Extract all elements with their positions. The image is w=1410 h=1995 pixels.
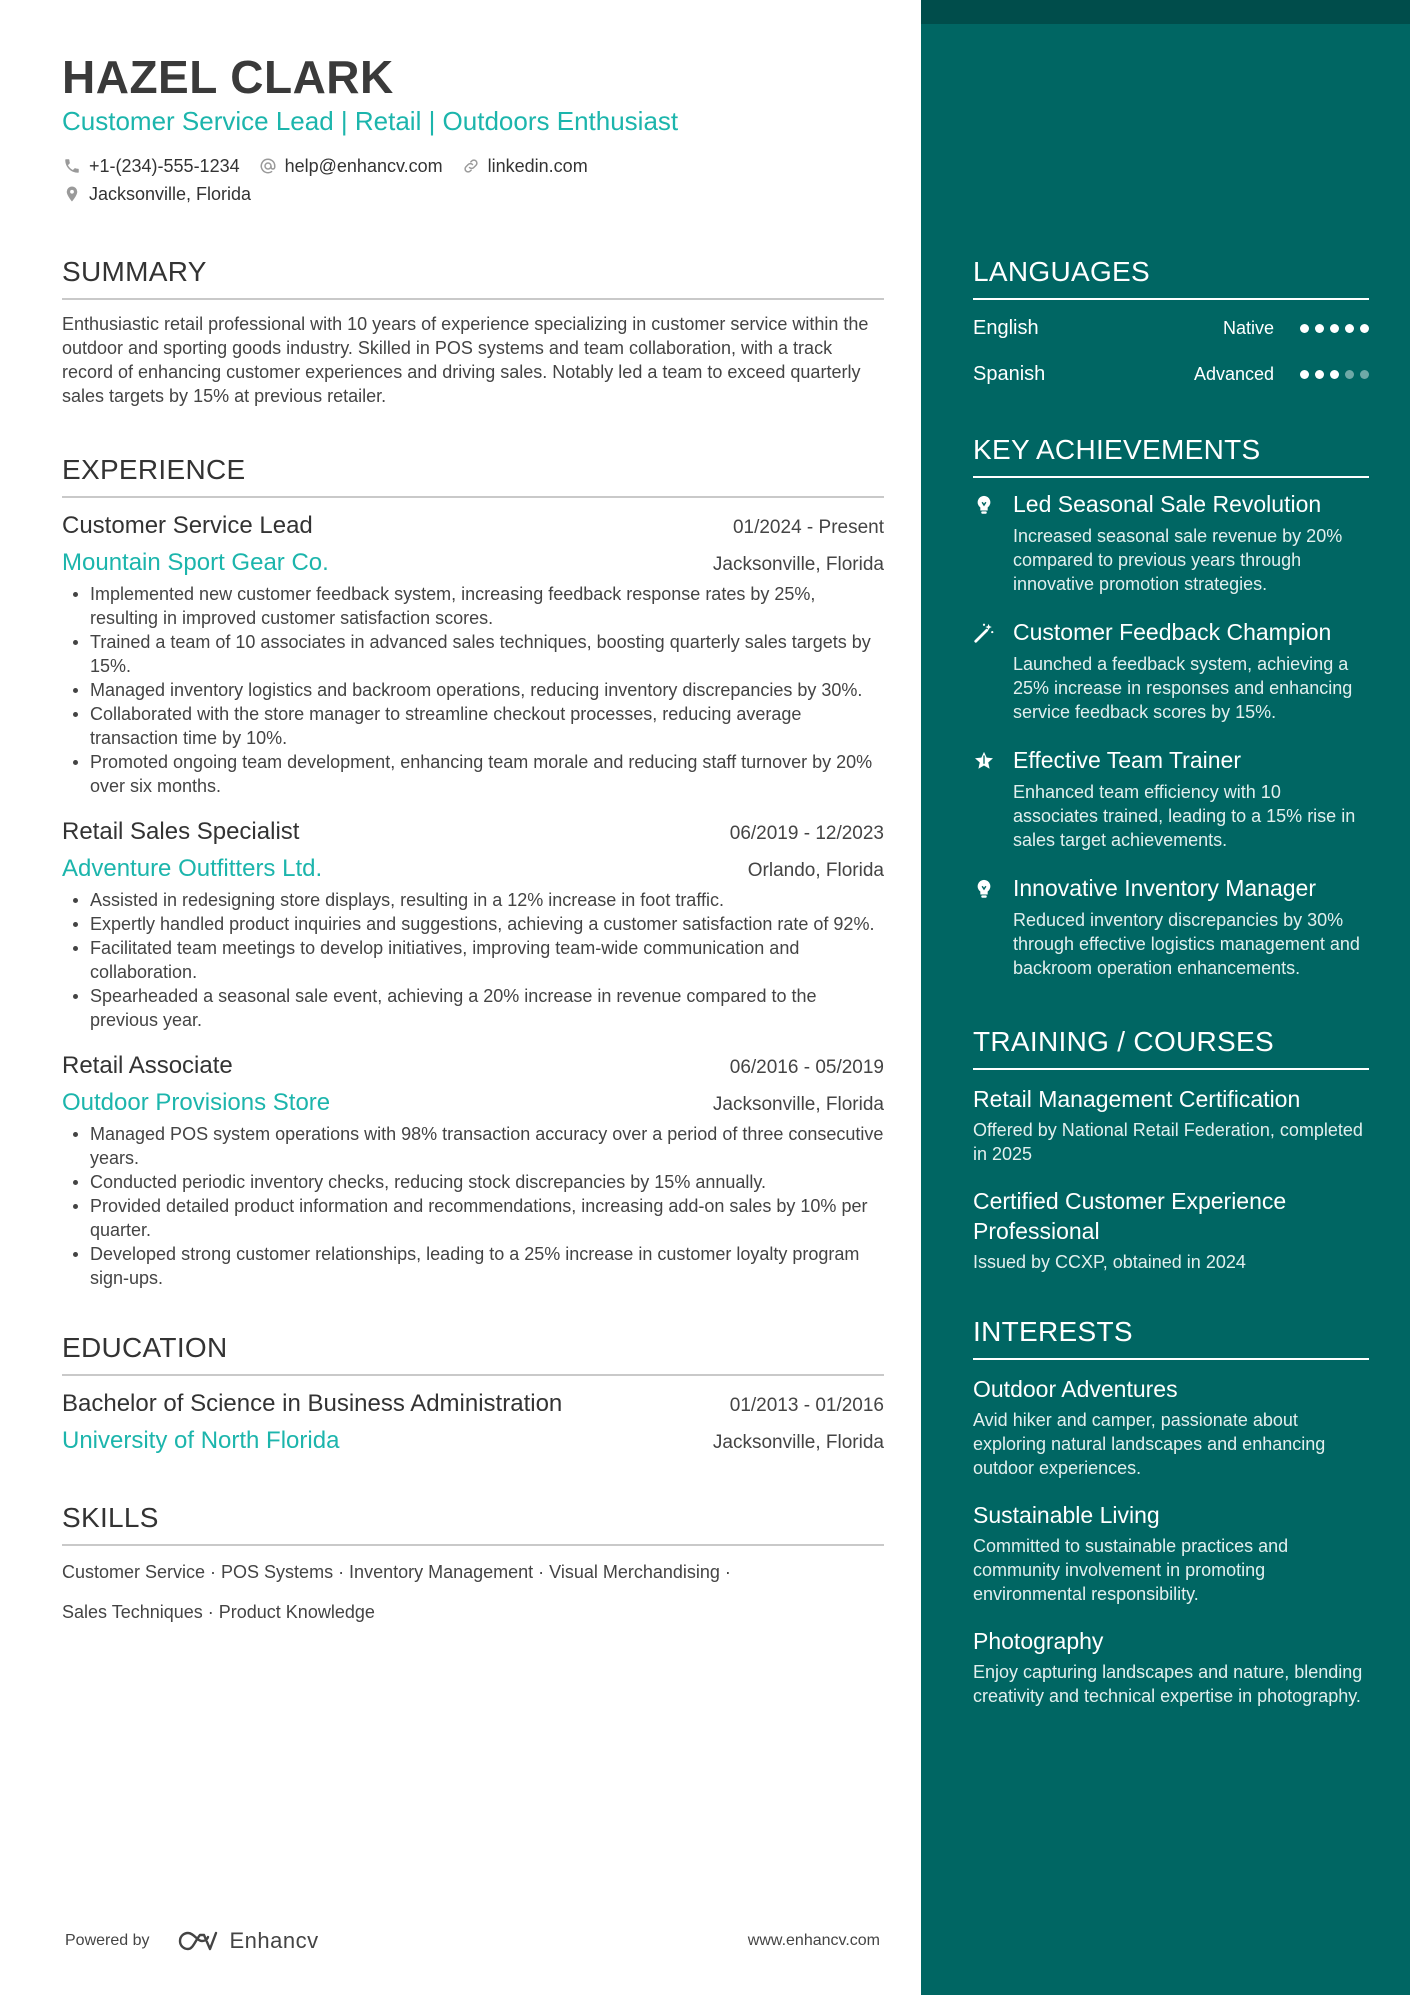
rating-dot xyxy=(1315,324,1324,333)
bullet-item: Assisted in redesigning store displays, resulting in a 12% increase in foot traffic. xyxy=(62,888,884,912)
rating-dot xyxy=(1345,324,1354,333)
bullet-item: Developed strong customer relationships, leading to a 25% increase in customer loyalty program sign-ups. xyxy=(62,1242,884,1290)
experience-title: EXPERIENCE xyxy=(62,454,246,485)
language-level: Native xyxy=(1222,317,1274,338)
training-section xyxy=(973,1024,1369,1274)
rating-dot xyxy=(1330,324,1339,333)
achievements-section xyxy=(973,432,1369,980)
enhancv-logo-icon xyxy=(176,1929,222,1953)
headline: Customer Service Lead | Retail | Outdoors Enthusiast xyxy=(62,106,679,136)
skills-title: SKILLS xyxy=(62,1502,159,1533)
job-subheader xyxy=(62,1088,884,1118)
training-title: TRAINING / COURSES xyxy=(973,1026,1274,1057)
achievement-item xyxy=(973,874,1369,980)
achievement-item xyxy=(973,618,1369,724)
course-title: Certified Customer Experience Professional xyxy=(973,1188,1287,1244)
job-header xyxy=(62,510,884,542)
location-pin-icon xyxy=(62,184,82,204)
sidebar xyxy=(921,0,1410,1995)
star-icon xyxy=(973,746,1013,852)
section-divider xyxy=(62,496,884,498)
lightbulb-icon xyxy=(973,874,1013,980)
language-list xyxy=(973,310,1369,392)
achievement-title: Effective Team Trainer xyxy=(1013,747,1241,773)
section-divider xyxy=(973,1358,1369,1360)
contact-email[interactable] xyxy=(258,152,443,180)
bullet-item: Spearheaded a seasonal sale event, achieving a 20% increase in revenue compared to the previous year. xyxy=(62,984,884,1032)
section-divider xyxy=(62,1544,884,1546)
education-date: 01/2013 - 01/2016 xyxy=(729,1395,884,1416)
summary-text: Enthusiastic retail professional with 10 years of experience specializing in customer service within the outdoor and sporting goods industry. Skilled in POS systems and team collaboration, with a track record of enhancing customer experiences and driving sales. Notably led a team to exceed quarterly sales targets by 15% at previous retailer. xyxy=(62,314,869,406)
rating-dot xyxy=(1300,324,1309,333)
achievement-description: Launched a feedback system, achieving a 25% increase in responses and enhancing service feedback scores by 15%. xyxy=(1013,654,1353,722)
course-title: Retail Management Certification xyxy=(973,1086,1301,1112)
achievement-title: Customer Feedback Champion xyxy=(1013,619,1332,645)
job-header xyxy=(62,1050,884,1082)
language-rating xyxy=(1294,370,1369,379)
course-list xyxy=(973,1084,1369,1274)
job-subheader xyxy=(62,548,884,578)
bullet-item: Trained a team of 10 associates in advanced sales techniques, boosting quarterly sales targets by 15%. xyxy=(62,630,884,678)
email-link[interactable]: help@enhancv.com xyxy=(284,156,443,176)
job-company: Adventure Outfitters Ltd. xyxy=(62,855,323,882)
course-description: Issued by CCXP, obtained in 2024 xyxy=(973,1252,1246,1272)
bullet-item: Implemented new customer feedback system, increasing feedback response rates by 25%, resulting in improved customer satisfaction scores. xyxy=(62,582,884,630)
job-title: Retail Associate xyxy=(62,1052,233,1079)
rating-dot xyxy=(1360,370,1369,379)
course-item xyxy=(973,1186,1369,1274)
interest-description: Avid hiker and camper, passionate about exploring natural landscapes and enhancing outdoor experiences. xyxy=(973,1410,1326,1478)
enhancv-logo-text: Enhancv xyxy=(229,1928,319,1953)
contact-info xyxy=(62,152,884,208)
summary-title: SUMMARY xyxy=(62,256,207,287)
job-entry xyxy=(62,510,884,798)
contact-location xyxy=(62,180,251,208)
rating-dot xyxy=(1315,370,1324,379)
achievement-item xyxy=(973,746,1369,852)
interests-section xyxy=(973,1314,1369,1708)
section-divider xyxy=(973,1068,1369,1070)
job-company: Mountain Sport Gear Co. xyxy=(62,549,329,576)
job-title: Retail Sales Specialist xyxy=(62,818,300,845)
language-level: Advanced xyxy=(1193,363,1274,384)
powered-by xyxy=(65,1928,319,1954)
job-subheader xyxy=(62,854,884,884)
language-item xyxy=(973,356,1369,392)
job-company: Outdoor Provisions Store xyxy=(62,1089,331,1116)
school: University of North Florida xyxy=(62,1427,340,1454)
bullet-item: Expertly handled product inquiries and suggestions, achieving a customer satisfaction rate of 92%. xyxy=(62,912,884,936)
location-text: Jacksonville, Florida xyxy=(89,184,252,204)
job-location: Jacksonville, Florida xyxy=(712,554,884,575)
interest-title: Outdoor Adventures xyxy=(973,1376,1178,1402)
footer xyxy=(65,1926,880,1956)
achievement-description: Enhanced team efficiency with 10 associates trained, leading to a 15% rise in sales target achievements. xyxy=(1013,782,1356,850)
achievement-body xyxy=(1013,618,1369,724)
skills-section xyxy=(62,1500,884,1632)
powered-by-text: Powered by xyxy=(65,1932,150,1949)
job-entry xyxy=(62,1050,884,1290)
achievement-title: Innovative Inventory Manager xyxy=(1013,875,1317,901)
bullet-item: Promoted ongoing team development, enhancing team morale and reducing staff turnover by 20% over six months. xyxy=(62,750,884,798)
section-divider xyxy=(973,298,1369,300)
magic-wand-icon xyxy=(973,618,1013,724)
skills-list xyxy=(62,1552,884,1632)
rating-dot xyxy=(1300,370,1309,379)
achievement-body xyxy=(1013,874,1369,980)
interest-item xyxy=(973,1374,1369,1480)
education-location: Jacksonville, Florida xyxy=(712,1432,884,1453)
bullet-item: Collaborated with the store manager to streamline checkout processes, reducing average transaction time by 10%. xyxy=(62,702,884,750)
job-entry xyxy=(62,816,884,1032)
experience-section xyxy=(62,452,884,1290)
achievement-body xyxy=(1013,746,1369,852)
achievement-body xyxy=(1013,490,1369,596)
achievement-item xyxy=(973,490,1369,596)
interest-title: Photography xyxy=(973,1628,1104,1654)
interest-description: Committed to sustainable practices and community involvement in promoting environmental responsibility. xyxy=(973,1536,1289,1604)
bullet-item: Managed inventory logistics and backroom operations, reducing inventory discrepancies by 30%. xyxy=(62,678,884,702)
linkedin-link[interactable]: linkedin.com xyxy=(487,156,588,176)
languages-title: LANGUAGES xyxy=(973,256,1150,287)
bullet-item: Facilitated team meetings to develop initiatives, improving team-wide communication and collaboration. xyxy=(62,936,884,984)
achievement-title: Led Seasonal Sale Revolution xyxy=(1013,491,1322,517)
skills-line: Sales Techniques · Product Knowledge xyxy=(62,1602,375,1622)
achievement-description: Increased seasonal sale revenue by 20% compared to previous years through innovative promotion strategies. xyxy=(1013,526,1343,594)
interests-title: INTERESTS xyxy=(973,1316,1133,1347)
interest-item xyxy=(973,1500,1369,1606)
language-rating xyxy=(1294,324,1369,333)
job-title: Customer Service Lead xyxy=(62,512,313,539)
interest-item xyxy=(973,1626,1369,1708)
website-link[interactable]: www.enhancv.com xyxy=(747,1932,880,1949)
rating-dot xyxy=(1330,370,1339,379)
achievement-description: Reduced inventory discrepancies by 30% through effective logistics management and backroom operation enhancements. xyxy=(1013,910,1360,978)
language-name: Spanish xyxy=(973,362,1046,385)
job-list xyxy=(62,510,884,1290)
skills-line: Customer Service · POS Systems · Inventory Management · Visual Merchandising · xyxy=(62,1562,731,1582)
job-location: Orlando, Florida xyxy=(747,860,884,881)
education-section xyxy=(62,1330,884,1456)
job-date: 06/2016 - 05/2019 xyxy=(729,1057,884,1078)
contact-linkedin[interactable] xyxy=(461,152,588,180)
job-header xyxy=(62,816,884,848)
main-column xyxy=(62,50,884,1632)
candidate-name: HAZEL CLARK xyxy=(62,51,394,103)
interest-description: Enjoy capturing landscapes and nature, blending creativity and technical expertise in photography. xyxy=(973,1662,1363,1706)
interest-title: Sustainable Living xyxy=(973,1502,1160,1528)
phone-text: +1-(234)-555-1234 xyxy=(89,156,240,176)
rating-dot xyxy=(1345,370,1354,379)
phone-icon xyxy=(62,156,82,176)
section-divider xyxy=(62,298,884,300)
education-entry xyxy=(62,1388,884,1456)
lightbulb-icon xyxy=(973,490,1013,596)
job-date: 01/2024 - Present xyxy=(732,517,884,538)
education-title: EDUCATION xyxy=(62,1332,228,1363)
enhancv-logo[interactable] xyxy=(176,1928,319,1954)
section-divider xyxy=(973,476,1369,478)
job-bullets xyxy=(62,582,884,798)
degree: Bachelor of Science in Business Administration xyxy=(62,1390,563,1417)
sidebar-top-bar xyxy=(921,0,1410,24)
bullet-item: Managed POS system operations with 98% transaction accuracy over a period of three consecutive years. xyxy=(62,1122,884,1170)
languages-section xyxy=(973,254,1369,392)
language-item xyxy=(973,310,1369,346)
bullet-item: Conducted periodic inventory checks, reducing stock discrepancies by 15% annually. xyxy=(62,1170,884,1194)
achievement-list xyxy=(973,490,1369,980)
summary-section xyxy=(62,254,884,408)
bullet-item: Provided detailed product information and recommendations, increasing add-on sales by 10% per quarter. xyxy=(62,1194,884,1242)
job-location: Jacksonville, Florida xyxy=(712,1094,884,1115)
job-bullets xyxy=(62,888,884,1032)
link-icon xyxy=(461,156,481,176)
interest-list xyxy=(973,1374,1369,1708)
contact-phone xyxy=(62,152,240,180)
at-icon xyxy=(258,156,278,176)
job-bullets xyxy=(62,1122,884,1290)
course-description: Offered by National Retail Federation, completed in 2025 xyxy=(973,1120,1363,1164)
rating-dot xyxy=(1360,324,1369,333)
achievements-title: KEY ACHIEVEMENTS xyxy=(973,434,1261,465)
section-divider xyxy=(62,1374,884,1376)
course-item xyxy=(973,1084,1369,1166)
language-name: English xyxy=(973,316,1039,339)
job-date: 06/2019 - 12/2023 xyxy=(729,823,884,844)
